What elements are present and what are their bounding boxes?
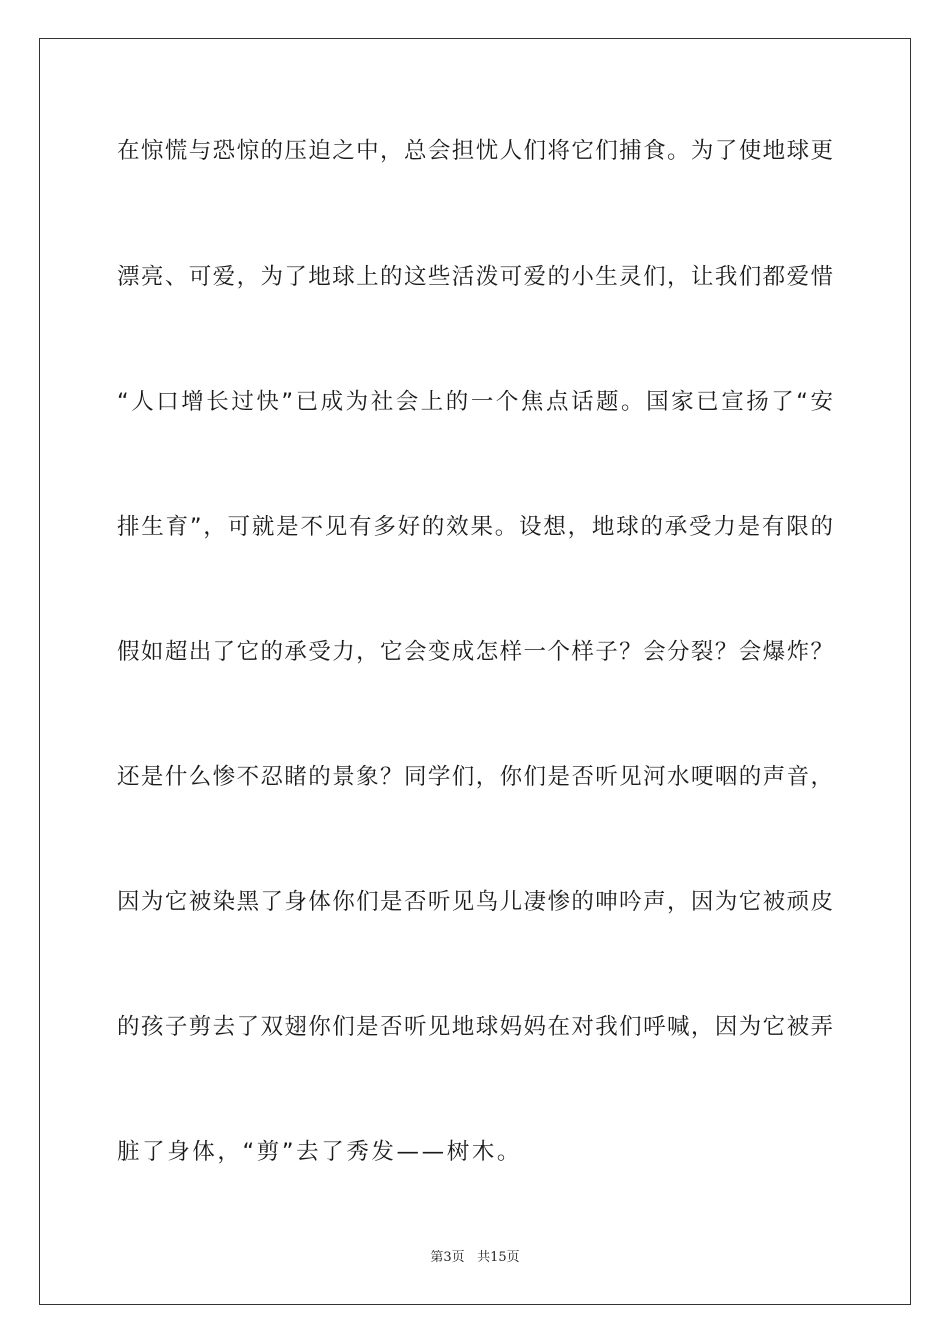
page-footer bbox=[0, 1246, 950, 1265]
text-line-9: 脏了身体，“剪”去了秀发——树木。 bbox=[117, 1139, 523, 1165]
text-line-4: 排生育”，可就是不见有多好的效果。设想，地球的承受力是有限的 bbox=[117, 514, 833, 540]
text-line-8: 的孩子剪去了双翅你们是否听见地球妈妈在对我们呼喊，因为它被弄 bbox=[117, 1014, 833, 1040]
text-line-6: 还是什么惨不忍睹的景象？同学们，你们是否听见河水哽咽的声音， bbox=[117, 764, 833, 790]
text-line-1: 在惊慌与恐惊的压迫之中，总会担忧人们将它们捕食。为了使地球更 bbox=[117, 138, 833, 164]
text-line-3: “人口增长过快”已成为社会上的一个焦点话题。国家已宣扬了“安 bbox=[117, 389, 833, 415]
page-number: 第3页 bbox=[430, 1250, 465, 1265]
page-border bbox=[39, 38, 911, 1305]
text-line-5: 假如超出了它的承受力，它会变成怎样一个样子？会分裂？会爆炸？ bbox=[117, 639, 833, 665]
text-line-7: 因为它被染黑了身体你们是否听见鸟儿凄惨的呻吟声，因为它被顽皮 bbox=[117, 889, 833, 915]
page-total: 共15页 bbox=[477, 1250, 520, 1265]
text-line-2: 漂亮、可爱，为了地球上的这些活泼可爱的小生灵们，让我们都爱惜 bbox=[117, 264, 833, 290]
